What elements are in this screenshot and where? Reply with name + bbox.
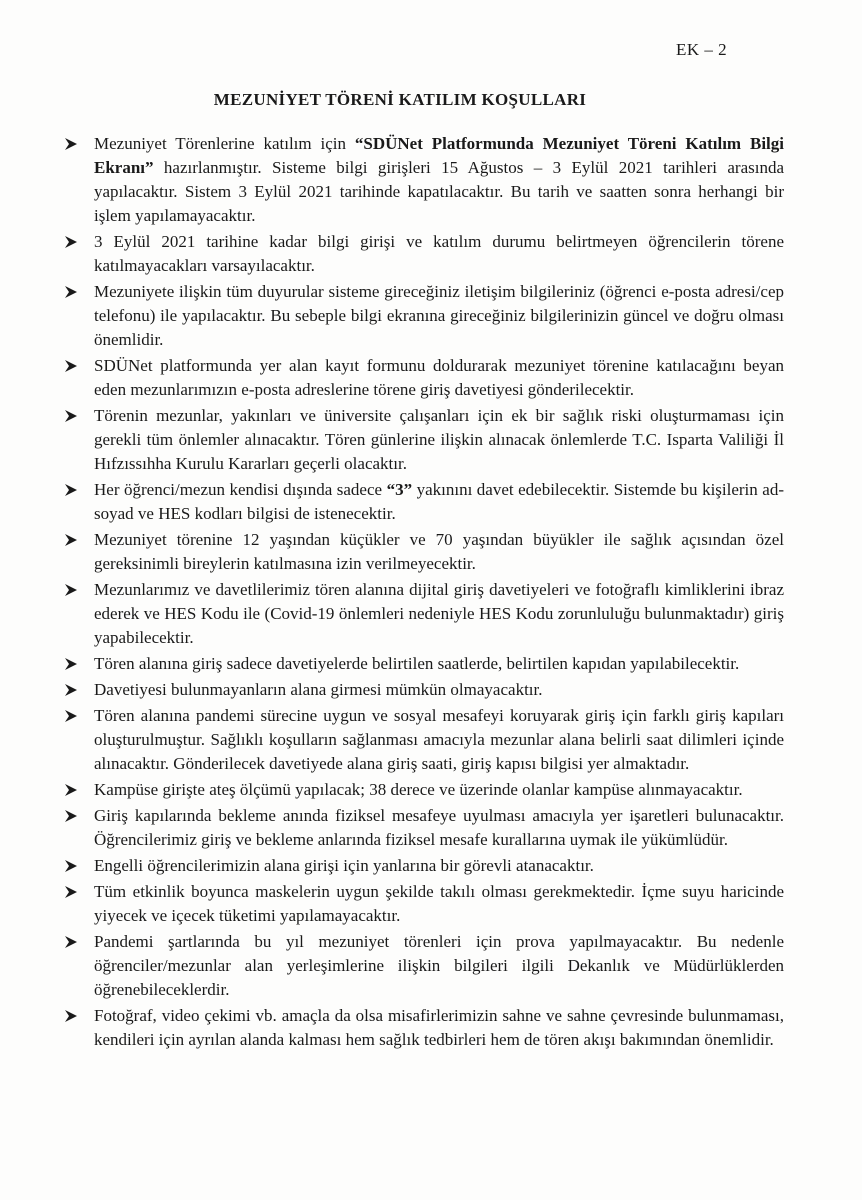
item-text: Mezuniyet Törenlerine katılım için <box>94 134 355 153</box>
item-emphasis: “3” <box>386 480 413 499</box>
arrow-bullet-icon <box>64 809 78 823</box>
list-item <box>62 354 784 402</box>
annex-label: EK – 2 <box>676 40 728 59</box>
arrow-bullet-icon <box>64 859 78 873</box>
list-item <box>62 778 784 802</box>
arrow-bullet-icon <box>64 359 78 373</box>
list-item <box>62 652 784 676</box>
list-item <box>62 704 784 776</box>
arrow-bullet-icon <box>64 657 78 671</box>
item-text: 3 Eylül 2021 tarihine kadar bilgi girişi ve katılım durumu belirtmeyen öğrencilerin törene katılmayacakları varsayılacaktır. <box>94 232 784 275</box>
item-text: Giriş kapılarında bekleme anında fiziksel mesafeye uyulması amacıyla yer işaretleri bulunacaktır. Öğrencilerimiz giriş ve bekleme anlarında fiziksel mesafe kurallarına uymak ile yükümlüdür. <box>94 806 784 849</box>
list-item <box>62 578 784 650</box>
item-text-continued: yakınını davet edebilecektir. Sistemde bu kişilerin ad-soyad ve HES kodları bilgisi de istenecektir. <box>94 480 784 523</box>
item-text: Tören alanına giriş sadece davetiyelerde belirtilen saatlerde, belirtilen kapıdan yapılabilecektir. <box>94 654 740 673</box>
list-item <box>62 280 784 352</box>
list-item <box>62 930 784 1002</box>
item-text: Mezuniyete ilişkin tüm duyurular sisteme gireceğiniz iletişim bilgileriniz (öğrenci e-posta adresi/cep telefonu) ile yapılacaktır. Bu sebeple bilgi ekranına gireceğiniz bilgilerinizin güncel ve doğru olması önemlidir. <box>94 282 784 349</box>
item-text: Törenin mezunlar, yakınları ve üniversite çalışanları için ek bir sağlık riski oluşturmaması için gerekli tüm önlemler alınacaktır. Tören günlerine ilişkin alınacak önlemlerde T.C. Isparta Valiliği İl Hıfzıssıhha Kurulu Kararları geçerli olacaktır. <box>94 406 784 473</box>
list-item <box>62 528 784 576</box>
arrow-bullet-icon <box>64 285 78 299</box>
list-item <box>62 230 784 278</box>
item-text: Tören alanına pandemi sürecine uygun ve sosyal mesafeyi koruyarak giriş için farklı giriş kapıları oluşturulmuştur. Sağlıklı koşulların sağlanması amacıyla mezunlar alana belirli saat dilimleri içinde alınacaktır. Gönderilecek davetiyede alana giriş saati, giriş kapısı bilgisi yer almaktadır. <box>94 706 784 773</box>
item-text: Her öğrenci/mezun kendisi dışında sadece <box>94 480 387 499</box>
arrow-bullet-icon <box>64 409 78 423</box>
arrow-bullet-icon <box>64 935 78 949</box>
list-item <box>62 678 784 702</box>
item-text: Davetiyesi bulunmayanların alana girmesi mümkün olmayacaktır. <box>94 680 543 699</box>
item-text: SDÜNet platformunda yer alan kayıt formunu doldurarak mezuniyet törenine katılacağını beyan eden mezunlarımızın e-posta adreslerine törene giriş davetiyesi gönderilecektir. <box>94 356 784 399</box>
list-item <box>62 804 784 852</box>
list-item <box>62 1004 784 1052</box>
item-emphasis: “SDÜNet Platformunda Mezuniyet Töreni Katılım Bilgi Ekranı” <box>94 134 784 177</box>
item-text: Pandemi şartlarında bu yıl mezuniyet törenleri için prova yapılmayacaktır. Bu nedenle öğrenciler/mezunlar alan yerleşimlerine ilişkin bilgileri ilgili Dekanlık ve Müdürlüklerden öğrenebileceklerdir. <box>94 932 784 999</box>
arrow-bullet-icon <box>64 783 78 797</box>
list-item <box>62 880 784 928</box>
document-title: MEZUNİYET TÖRENİ KATILIM KOŞULLARI <box>213 90 587 109</box>
list-item <box>62 132 784 228</box>
arrow-bullet-icon <box>64 137 78 151</box>
item-text: Tüm etkinlik boyunca maskelerin uygun şekilde takılı olması gerekmektedir. İçme suyu haricinde yiyecek ve içecek tüketimi yapılamayacaktır. <box>94 882 784 925</box>
arrow-bullet-icon <box>64 683 78 697</box>
list-item <box>62 404 784 476</box>
item-text: Kampüse girişte ateş ölçümü yapılacak; 38 derece ve üzerinde olanlar kampüse alınmayacaktır. <box>94 780 743 799</box>
item-text: Mezuniyet törenine 12 yaşından küçükler ve 70 yaşından büyükler ile sağlık açısından özel gereksinimli bireylerin katılmasına izin verilmeyecektir. <box>94 530 784 573</box>
arrow-bullet-icon <box>64 235 78 249</box>
arrow-bullet-icon <box>64 483 78 497</box>
arrow-bullet-icon <box>64 885 78 899</box>
item-text-continued: hazırlanmıştır. Sisteme bilgi girişleri 15 Ağustos – 3 Eylül 2021 tarihleri arasında yapılacaktır. Sistem 3 Eylül 2021 tarihinde kapatılacaktır. Bu tarih ve saatten sonra herhangi bir işlem yapılamayacaktır. <box>94 158 784 225</box>
item-text: Engelli öğrencilerimizin alana girişi için yanlarına bir görevli atanacaktır. <box>94 856 594 875</box>
item-text: Fotoğraf, video çekimi vb. amaçla da olsa misafirlerimizin sahne ve sahne çevresinde bulunmaması, kendileri için ayrılan alanda kalması hem sağlık tedbirleri hem de tören akışı bakımından önemlidir. <box>94 1006 784 1049</box>
arrow-bullet-icon <box>64 583 78 597</box>
arrow-bullet-icon <box>64 533 78 547</box>
list-item <box>62 854 784 878</box>
item-text: Mezunlarımız ve davetlilerimiz tören alanına dijital giriş davetiyeleri ve fotoğraflı kimliklerini ibraz ederek ve HES Kodu ile (Covid-19 önlemleri nedeniyle HES Kodu zorunluluğu bulunmaktadır) giriş yapabilecektir. <box>94 580 784 647</box>
conditions-list <box>62 132 784 1054</box>
arrow-bullet-icon <box>64 1009 78 1023</box>
list-item <box>62 478 784 526</box>
arrow-bullet-icon <box>64 709 78 723</box>
